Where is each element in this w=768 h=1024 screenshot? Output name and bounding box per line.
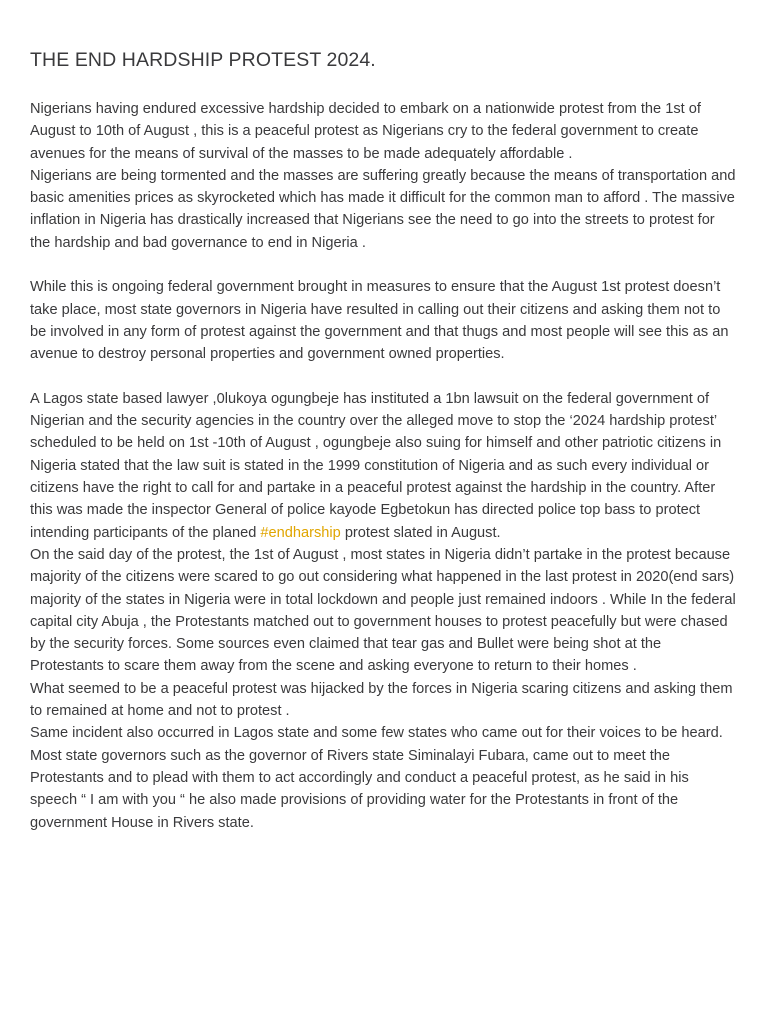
paragraph-government-measures: While this is ongoing federal government brought in measures to ensure that the August 1st protest doesn’t take place, most state governors in Nigeria have resulted in calling out their citizens and asking them not to be involved in any form of protest against the government and that thugs and most people will see this as an avenue to destroy personal properties and government owned properties. xyxy=(30,279,729,363)
paragraph-protest-day: On the said day of the protest, the 1st of August , most states in Nigeria didn’t partake in the protest because majority of the citizens were scared to go out considering what happened in the last protest in 2020(end sars) majority of the states in Nigeria were in total lockdown and people just remained indoors . While In the federal capital city Abuja , the Protestants matched out to government houses to protest peacefully but were chased by the security forces. Some sources even claimed that tear gas and Bullet were being shot at the Protestants to scare them away from the scene and asking everyone to return to their homes . xyxy=(30,546,736,675)
hashtag-link[interactable]: #endharship xyxy=(260,524,341,541)
paragraph-intro: Nigerians having endured excessive hardship decided to embark on a nationwide protest from the 1st of August to 10th of August , this is a peaceful protest as Nigerians cry to the federal government to create avenues for the means of survival of the masses to be made adequately affordable . xyxy=(30,101,701,162)
paragraph-hijacked: What seemed to be a peaceful protest was hijacked by the forces in Nigeria scaring citizens and asking them to remained at home and not to protest . xyxy=(30,680,733,720)
paragraph-spacer xyxy=(30,254,738,276)
paragraph-lagos: Same incident also occurred in Lagos state and some few states who came out for their voices to be heard. xyxy=(30,725,723,742)
paragraph-lawsuit xyxy=(30,388,738,544)
document-title: THE END HARDSHIP PROTEST 2024. xyxy=(30,49,376,71)
paragraph-governors: Most state governors such as the governor of Rivers state Siminalayi Fubara, came out to meet the Protestants and to plead with them to act accordingly and conduct a peaceful protest, as he said in his speech “ I am with you “ he also made provisions of providing water for the Protestants in front of the government House in Rivers state. xyxy=(30,747,689,831)
paragraph-spacer xyxy=(30,366,738,388)
paragraph-suffering: Nigerians are being tormented and the masses are suffering greatly because the means of transportation and basic amenities prices as skyrocketed which has made it difficult for the common man to afford . The massive inflation in Nigeria has drastically increased that Nigerians see the need to go into the streets to protest for the hardship and bad governance to end in Nigeria . xyxy=(30,167,736,251)
lawsuit-text-before: A Lagos state based lawyer ,0lukoya ogungbeje has instituted a 1bn lawsuit on the federal government of Nigerian and the security agencies in the country over the alleged move to stop the ‘2024 hardship protest’ scheduled to be held on 1st -10th of August , ogungbeje also suing for himself and other patriotic citizens in Nigeria stated that the law suit is stated in the 1999 constitution of Nigeria and as such every individual or citizens have the right to call for and partake in a peaceful protest against the hardship in the country. After this was made the inspector General of police kayode Egbetokun has directed police top bass to protect intending participants of the planed xyxy=(30,390,722,541)
lawsuit-text-after: protest slated in August. xyxy=(340,524,501,541)
